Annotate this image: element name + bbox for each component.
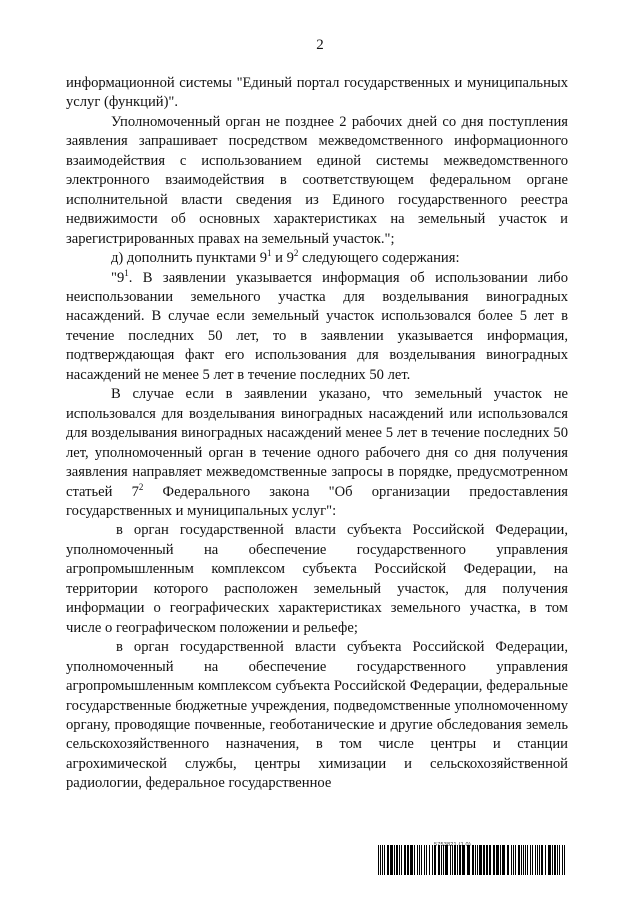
text-run: и 9: [271, 250, 294, 267]
paragraph: [66, 249, 568, 268]
text-run: следующего содержания:: [298, 250, 460, 267]
paragraph: [66, 269, 568, 386]
superscript: 1: [267, 248, 272, 259]
text-run: "9: [111, 269, 125, 286]
text-run: В случае если в заявлении указано, что земельный участок не использовался для возделывания виноградных насаждений или использовался для возделывания виноградных насаждений менее 5 лет в течение последних 50 лет, уполномоченный орган в течение одного рабочего дня со дня получения заявления направляет межведомственные запросы в порядке, предусмотренном статьей 7: [66, 386, 568, 500]
page-number: 2: [316, 37, 324, 53]
paragraph: [66, 385, 568, 521]
text-run: д) дополнить пунктами 9: [111, 250, 267, 267]
superscript: 1: [124, 267, 129, 278]
paragraph: в орган государственной власти субъекта Российской Федерации, уполномоченный на обеспечение государственного управления агропромышленным комплексом субъекта Российской Федерации, на территории которого расположен земельный участок, для получения информации о географических характеристиках земельного участка, в том числе о географическом положении и рельефе;: [66, 522, 568, 636]
superscript: 2: [138, 481, 144, 492]
paragraph: информационной системы "Единый портал государственных и муниципальных услуг (функций)".: [66, 75, 568, 111]
paragraph: в орган государственной власти субъекта Российской Федерации, уполномоченный на обеспечение государственного управления агропромышленным комплексом субъекта Российской Федерации, федеральные государственные бюджетные учреждения, подведомственные уполномоченному органу, проводящие почвенные, геоботанические и другие обследования земель сельскохозяйственного назначения, в том числе центры и станции агрохимической службы, центры химизации и сельскохозяйственной радиологии, федеральное государственное: [66, 639, 568, 792]
paragraph: Уполномоченный орган не позднее 2 рабочих дней со дня поступления заявления запрашивает посредством межведомственного информационного взаимодействия с использованием единой системы межведомственного электронного взаимодействия в соответствующем федеральном органе исполнительной власти сведения из Единого государственного реестра недвижимости об основных характеристиках на земельный участок и зарегистрированных правах на земельный участок.";: [66, 113, 568, 247]
barcode-icon: [378, 845, 568, 875]
document-body: [66, 74, 568, 794]
text-run: Федерального закона "Об организации предоставления государственных и муниципальных услуг":: [66, 483, 568, 519]
text-run: . В заявлении указывается информация об использовании либо неиспользовании земельного участка для возделывания виноградных насаждений. В случае если земельный участок использовался более 5 лет в течение последних 50 лет, то в заявлении указывается информация, подтверждающая факт его использования для возделывания виноградных насаждений не менее 5 лет в течение последних 50 лет.: [66, 269, 568, 383]
superscript: 2: [293, 248, 299, 259]
